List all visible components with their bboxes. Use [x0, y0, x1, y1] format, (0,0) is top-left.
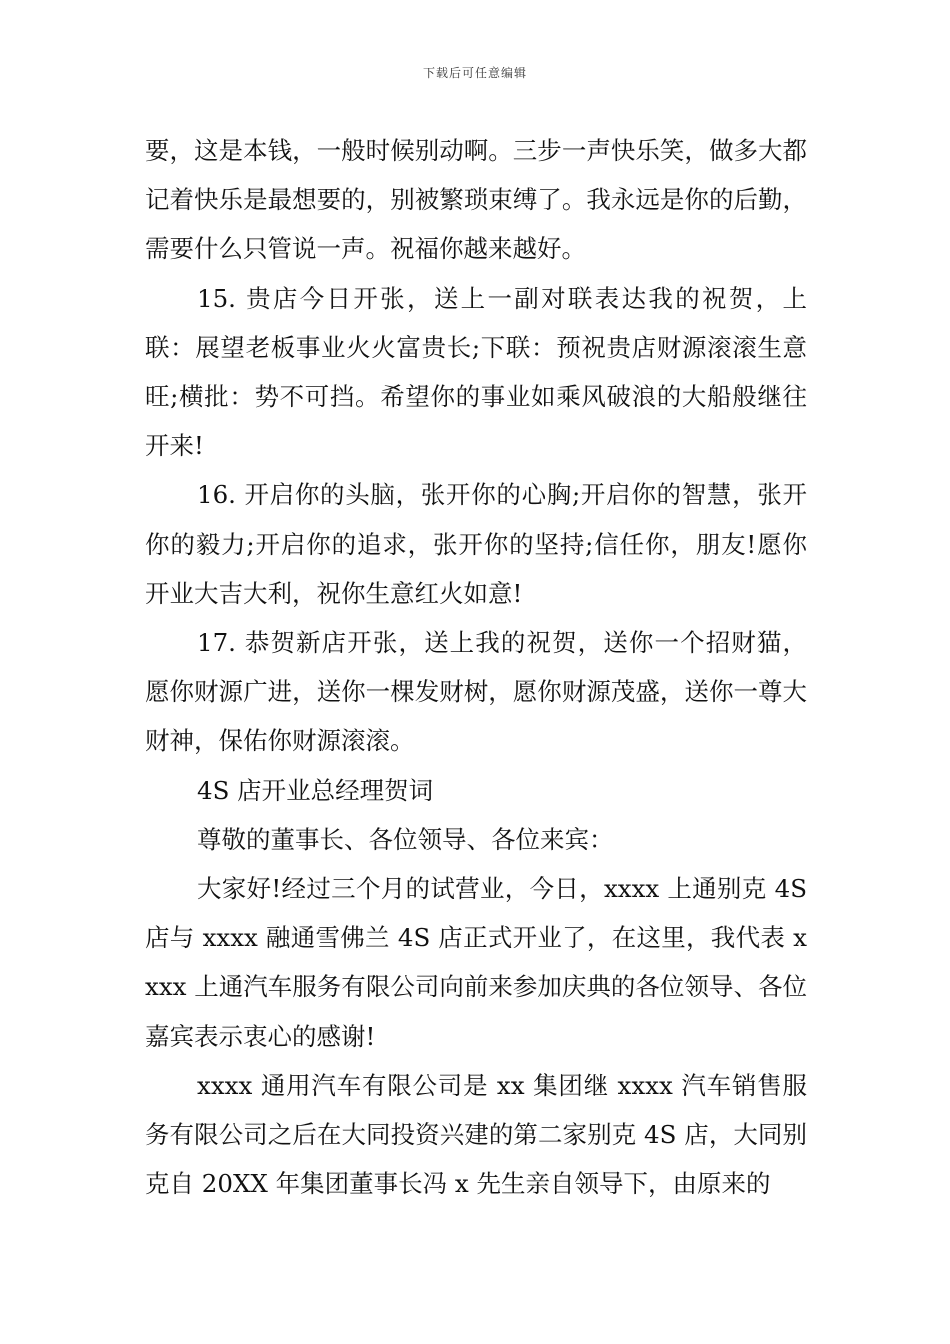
paragraph-item-17: 17. 恭贺新店开张，送上我的祝贺，送你一个招财猫，愿你财源广进，送你一棵发财树，愿你财源茂盛，送你一尊大财神，保佑你财源滚滚。	[145, 628, 807, 756]
section-heading: 4S 店开业总经理贺词	[197, 775, 434, 805]
salutation: 尊敬的董事长、各位领导、各位来宾：	[197, 824, 614, 854]
document-body	[145, 126, 807, 1208]
paragraph-greeting: 大家好!经过三个月的试营业，今日，xxxx 上通别克 4S 店与 xxxx 融通雪佛兰 4S 店正式开业了，在这里，我代表 xxxx 上通汽车服务有限公司向前来参加庆典的各位领导、各位嘉宾表示衷心的感谢!	[145, 874, 807, 1051]
paragraph-continuation: 要，这是本钱，一般时候别动啊。三步一声快乐笑，做多大都记着快乐是最想要的，别被繁琐束缚了。我永远是你的后勤，需要什么只管说一声。祝福你越来越好。	[145, 136, 807, 264]
paragraph-item-16: 16. 开启你的头脑，张开你的心胸;开启你的智慧，张开你的毅力;开启你的追求，张开你的坚持;信任你，朋友!愿你开业大吉大利，祝你生意红火如意!	[145, 480, 807, 608]
paragraph-company-intro: xxxx 通用汽车有限公司是 xx 集团继 xxxx 汽车销售服务有限公司之后在大同投资兴建的第二家别克 4S 店，大同别克自 20XX 年集团董事长冯 x 先生亲自领导下，由原来的	[145, 1070, 807, 1199]
paragraph-item-15: 15. 贵店今日开张，送上一副对联表达我的祝贺，上联：展望老板事业火火富贵长;下联：预祝贵店财源滚滚生意旺;横批：势不可挡。希望你的事业如乘风破浪的大船般继往开来!	[145, 283, 807, 461]
page-header: 下载后可任意编辑	[422, 66, 527, 80]
